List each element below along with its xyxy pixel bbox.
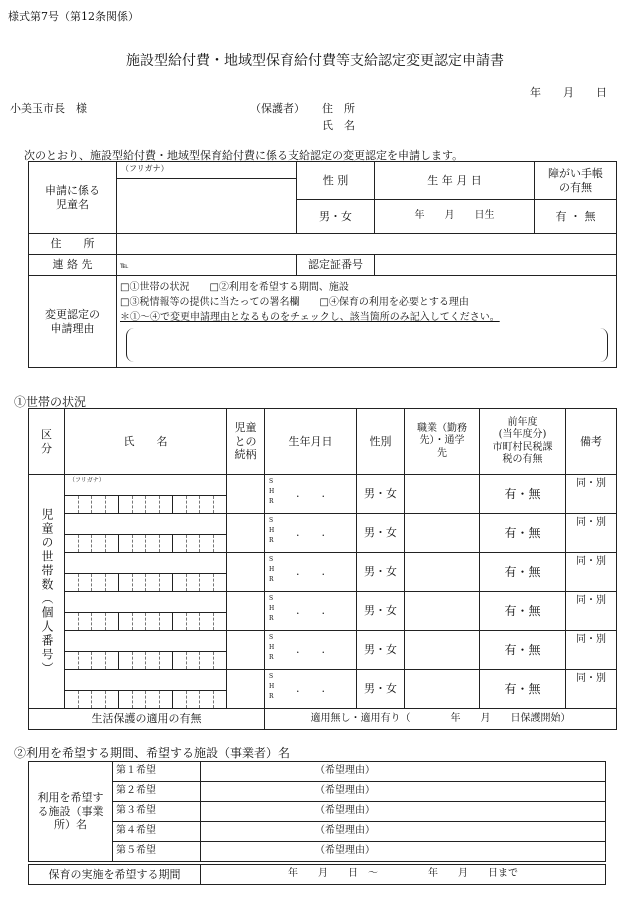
date-line: 年 月 日: [530, 86, 607, 99]
birth-dots: . .: [296, 565, 325, 579]
choice-label: 第３希望: [113, 802, 201, 822]
era-options[interactable]: S H R: [269, 673, 275, 700]
member-sex-option[interactable]: 男・女: [357, 670, 405, 709]
birth-dots: . .: [296, 487, 325, 501]
cert-no-field[interactable]: [375, 255, 617, 276]
id-number-boxes[interactable]: [65, 612, 226, 630]
application-table: [28, 161, 617, 368]
member-note-option[interactable]: 同・別: [566, 553, 617, 592]
cert-no-label: 認定証番号: [297, 255, 375, 276]
member-name-area: [65, 670, 226, 690]
member-row: [29, 592, 617, 631]
member-tax-option[interactable]: 有・無: [480, 592, 566, 631]
birth-dots: . .: [296, 604, 325, 618]
intro-text: 次のとおり、施設型給付費・地域型保育給付費に係る支給認定の変更認定を申請します。: [24, 149, 464, 162]
id-number-boxes[interactable]: [65, 573, 226, 591]
member-furigana-label: （フリガナ）: [69, 477, 105, 484]
member-sex-option[interactable]: 男・女: [357, 592, 405, 631]
member-relation-field[interactable]: [227, 514, 265, 553]
member-tax-option[interactable]: 有・無: [480, 631, 566, 670]
guardian-name-label: 氏 名: [322, 119, 355, 132]
choice-label: 第５希望: [113, 842, 201, 862]
facility-label: 利用を希望す る施設（事業 所）名: [29, 762, 113, 862]
reason-bracket-field[interactable]: [126, 328, 608, 362]
choice-reason-label: （希望理由）: [315, 825, 375, 837]
facility-choice-row: [29, 802, 606, 822]
choice-reason-label: （希望理由）: [315, 845, 375, 857]
member-job-field[interactable]: [405, 631, 480, 670]
child-name-field[interactable]: [117, 162, 297, 234]
member-name-field[interactable]: [65, 670, 227, 709]
member-relation-field[interactable]: [227, 631, 265, 670]
member-name-area: [65, 475, 226, 495]
member-birth-field[interactable]: [265, 592, 357, 631]
choice-reason-label: （希望理由）: [315, 785, 375, 797]
member-name-field[interactable]: [65, 514, 227, 553]
welfare-field[interactable]: 適用無し・適用有り（ 年 月 日保護開始）: [265, 709, 617, 730]
member-birth-header: 生年月日: [265, 409, 357, 475]
id-number-boxes[interactable]: [65, 495, 226, 513]
member-relation-field[interactable]: [227, 553, 265, 592]
birth-field[interactable]: 年 月 日生: [375, 200, 535, 234]
member-name-area: [65, 514, 226, 534]
member-relation-field[interactable]: [227, 592, 265, 631]
member-tax-option[interactable]: 有・無: [480, 514, 566, 553]
member-birth-field[interactable]: [265, 631, 357, 670]
member-name-field[interactable]: [65, 631, 227, 670]
member-name-area: [65, 553, 226, 573]
member-birth-field[interactable]: [265, 475, 357, 514]
member-tax-option[interactable]: 有・無: [480, 475, 566, 514]
note-header: 備考: [566, 409, 617, 475]
household-table: [28, 408, 617, 730]
reason-note: ＊①～④で変更申請理由となるものをチェックし、該当箇所のみ記入してください。: [120, 312, 500, 323]
id-number-boxes[interactable]: [65, 690, 226, 708]
member-row: [29, 514, 617, 553]
member-sex-header: 性別: [357, 409, 405, 475]
member-relation-field[interactable]: [227, 475, 265, 514]
era-options[interactable]: S H R: [269, 556, 275, 583]
facility-choice-row: [29, 762, 606, 782]
member-job-field[interactable]: [405, 553, 480, 592]
era-options[interactable]: S H R: [269, 634, 275, 661]
furigana-label: （フリガナ）: [117, 162, 296, 179]
reason-line-2[interactable]: □③税情報等の提供に当たっての署名欄 □④保育の利用を必要とする理由: [120, 297, 469, 308]
kubun-header: 区 分: [29, 409, 65, 475]
period-table: [28, 864, 606, 885]
member-job-field[interactable]: [405, 670, 480, 709]
member-note-option[interactable]: 同・別: [566, 592, 617, 631]
member-job-field[interactable]: [405, 475, 480, 514]
choice-reason-field[interactable]: [201, 802, 606, 822]
facility-choice-row: [29, 842, 606, 862]
facility-choice-row: [29, 822, 606, 842]
reason-line-1[interactable]: □①世帯の状況 □②利用を希望する期間、施設: [120, 282, 349, 293]
member-note-option[interactable]: 同・別: [566, 514, 617, 553]
household-side-label: 児童の世帯数（個人番号）: [29, 475, 65, 709]
member-name-field[interactable]: [65, 592, 227, 631]
member-sex-option[interactable]: 男・女: [357, 475, 405, 514]
member-name-area: [65, 631, 226, 651]
era-options[interactable]: S H R: [269, 595, 275, 622]
period-field[interactable]: 年 月 日 〜 年 月 日まで: [201, 865, 606, 885]
birth-dots: . .: [296, 526, 325, 540]
birth-header: 生 年 月 日: [375, 162, 535, 200]
address-field[interactable]: [117, 234, 617, 255]
section2-heading: ②利用を希望する期間、希望する施設（事業者）名: [14, 746, 291, 760]
member-row: [29, 553, 617, 592]
reason-cell: [117, 276, 617, 368]
member-note-option[interactable]: 同・別: [566, 631, 617, 670]
tel-icon: ℡: [120, 261, 129, 271]
member-tax-option[interactable]: 有・無: [480, 553, 566, 592]
addressee: 小美玉市長 様: [10, 102, 87, 115]
member-row: [29, 475, 617, 514]
welfare-label: 生活保護の適用の有無: [29, 709, 265, 730]
choice-reason-field[interactable]: [201, 782, 606, 802]
member-birth-field[interactable]: [265, 670, 357, 709]
relation-header: 児童 との 続柄: [227, 409, 265, 475]
member-birth-field[interactable]: [265, 514, 357, 553]
form-number: 様式第7号（第12条関係）: [8, 10, 139, 23]
choice-label: 第１希望: [113, 762, 201, 782]
id-number-boxes[interactable]: [65, 534, 226, 552]
member-name-header: 氏 名: [65, 409, 227, 475]
choice-label: 第２希望: [113, 782, 201, 802]
job-header: 職業（勤務 先）・通学 先: [405, 409, 480, 475]
facility-choice-row: [29, 782, 606, 802]
member-name-area: [65, 592, 226, 612]
contact-label: 連 絡 先: [29, 255, 117, 276]
choice-reason-field[interactable]: [201, 842, 606, 862]
member-relation-field[interactable]: [227, 670, 265, 709]
choice-label: 第４希望: [113, 822, 201, 842]
choice-reason-field[interactable]: [201, 822, 606, 842]
child-name-label: 申請に係る 児童名: [29, 162, 117, 234]
era-options[interactable]: S H R: [269, 478, 275, 505]
member-note-option[interactable]: 同・別: [566, 670, 617, 709]
member-birth-field[interactable]: [265, 553, 357, 592]
guardian-label: （保護者）: [250, 102, 305, 115]
sex-header: 性 別: [297, 162, 375, 200]
member-job-field[interactable]: [405, 592, 480, 631]
member-row: [29, 631, 617, 670]
member-sex-option[interactable]: 男・女: [357, 631, 405, 670]
sex-option[interactable]: 男・女: [297, 200, 375, 234]
disability-header: 障がい手帳 の有無: [535, 162, 617, 200]
reason-label: 変更認定の 申請理由: [29, 276, 117, 368]
disability-option[interactable]: 有 ・ 無: [535, 200, 617, 234]
facility-table: [28, 761, 606, 862]
member-tax-option[interactable]: 有・無: [480, 670, 566, 709]
tel-field[interactable]: [117, 255, 297, 276]
address-label: 住 所: [29, 234, 117, 255]
guardian-address-label: 住 所: [322, 102, 355, 115]
birth-dots: . .: [296, 682, 325, 696]
era-options[interactable]: S H R: [269, 517, 275, 544]
member-name-field[interactable]: [65, 553, 227, 592]
member-note-option[interactable]: 同・別: [566, 475, 617, 514]
section1-heading: ①世帯の状況: [14, 395, 87, 409]
id-number-boxes[interactable]: [65, 651, 226, 669]
birth-dots: . .: [296, 643, 325, 657]
form-title: 施設型給付費・地域型保育給付費等支給認定変更認定申請書: [126, 53, 504, 69]
member-sex-option[interactable]: 男・女: [357, 553, 405, 592]
member-row: [29, 670, 617, 709]
choice-reason-label: （希望理由）: [315, 765, 375, 777]
member-sex-option[interactable]: 男・女: [357, 514, 405, 553]
tax-header: 前年度 (当年度分) 市町村民税課 税の有無: [480, 409, 566, 475]
choice-reason-field[interactable]: [201, 762, 606, 782]
choice-reason-label: （希望理由）: [315, 805, 375, 817]
member-name-field[interactable]: [65, 475, 227, 514]
member-job-field[interactable]: [405, 514, 480, 553]
period-label: 保育の実施を希望する期間: [29, 865, 201, 885]
